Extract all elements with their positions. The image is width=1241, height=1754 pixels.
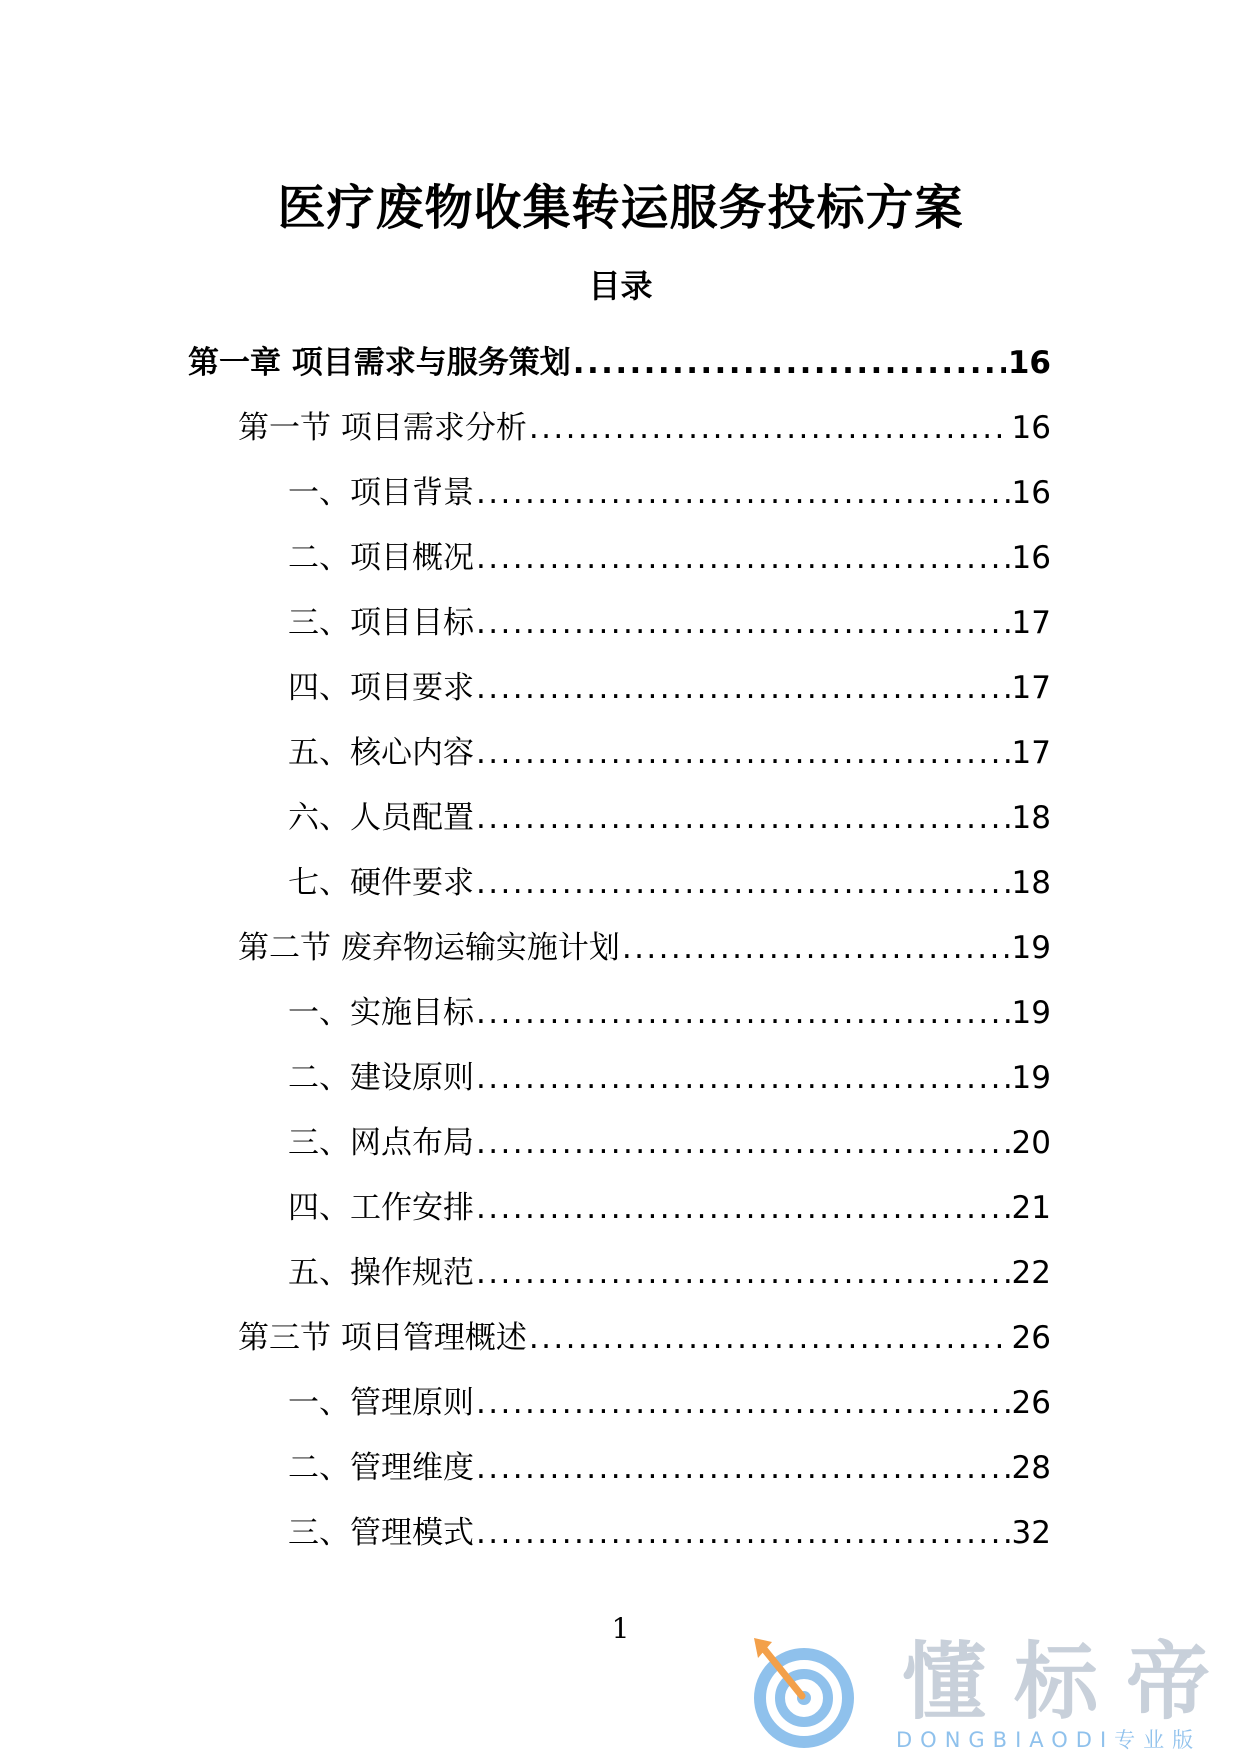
toc-entry-page: 22	[1011, 1254, 1051, 1291]
toc-entry[interactable]	[0, 850, 1241, 915]
toc-entry-page: 17	[1011, 604, 1051, 641]
toc-entry-text: 七、硬件要求	[288, 864, 474, 901]
toc-dot-leader	[476, 603, 1010, 643]
toc-dot-leader	[476, 1513, 1010, 1553]
toc-entry-page: 19	[1011, 929, 1051, 966]
toc-entry[interactable]	[0, 1045, 1241, 1110]
toc-entry-text: 第三节 项目管理概述	[238, 1319, 527, 1356]
toc-dot-leader	[476, 1058, 1010, 1098]
target-arrow-icon	[748, 1638, 860, 1750]
toc-entry-text: 三、管理模式	[288, 1514, 474, 1551]
toc-dot-leader	[573, 343, 1006, 383]
toc-entry[interactable]	[0, 720, 1241, 785]
watermark-brand: 懂标帝	[902, 1633, 1239, 1731]
toc-dot-leader	[476, 1448, 1010, 1488]
toc-entry[interactable]	[0, 1305, 1241, 1370]
toc-entry-page: 18	[1011, 799, 1051, 836]
toc-dot-leader	[476, 538, 1010, 578]
toc-entry-page: 16	[1011, 539, 1051, 576]
toc-entry-page: 26	[1011, 1319, 1051, 1356]
document-title: 医疗废物收集转运服务投标方案	[277, 180, 964, 236]
watermark-subtitle: DONGBIAODI专业版	[896, 1728, 1202, 1752]
toc-entry-page: 26	[1011, 1384, 1051, 1421]
toc-entry[interactable]	[0, 1110, 1241, 1175]
toc-entry-page: 19	[1011, 1059, 1051, 1096]
toc-entry-text: 一、管理原则	[288, 1384, 474, 1421]
toc-entry-text: 二、管理维度	[288, 1449, 474, 1486]
toc-entry-page: 16	[1011, 474, 1051, 511]
toc-entry-page: 19	[1011, 994, 1051, 1031]
toc-dot-leader	[476, 1123, 1010, 1163]
toc-entry[interactable]	[0, 460, 1241, 525]
toc-entry[interactable]	[0, 590, 1241, 655]
toc-entry-text: 三、网点布局	[288, 1124, 474, 1161]
toc-dot-leader	[529, 1318, 1010, 1358]
toc-entry-page: 21	[1011, 1189, 1051, 1226]
toc-entry-text: 第一章 项目需求与服务策划	[188, 344, 571, 381]
toc-entry-page: 20	[1011, 1124, 1051, 1161]
toc-dot-leader	[476, 733, 1010, 773]
toc-entry-text: 二、项目概况	[288, 539, 474, 576]
toc-entry-page: 16	[1007, 344, 1051, 381]
watermark	[740, 1630, 1240, 1754]
toc-entry[interactable]	[0, 785, 1241, 850]
toc-dot-leader	[476, 863, 1010, 903]
toc-entry-text: 三、项目目标	[288, 604, 474, 641]
toc-entry-text: 五、操作规范	[288, 1254, 474, 1291]
toc-entry[interactable]	[0, 1435, 1241, 1500]
toc-entry[interactable]	[0, 525, 1241, 590]
toc-entry-page: 17	[1011, 669, 1051, 706]
toc-dot-leader	[529, 408, 1010, 448]
toc-entry-page: 16	[1011, 409, 1051, 446]
toc-entry-page: 17	[1011, 734, 1051, 771]
toc-entry-text: 二、建设原则	[288, 1059, 474, 1096]
toc-entry-text: 五、核心内容	[288, 734, 474, 771]
toc-dot-leader	[476, 1188, 1010, 1228]
toc-entry[interactable]	[0, 655, 1241, 720]
toc-entry-text: 四、工作安排	[288, 1189, 474, 1226]
toc-entry[interactable]	[0, 1175, 1241, 1240]
toc-heading: 目录	[588, 267, 653, 305]
toc-entry-text: 四、项目要求	[288, 669, 474, 706]
toc-entry[interactable]	[0, 330, 1241, 395]
toc-entry-page: 18	[1011, 864, 1051, 901]
toc-dot-leader	[476, 1383, 1010, 1423]
toc-entry[interactable]	[0, 980, 1241, 1045]
toc-dot-leader	[622, 928, 1010, 968]
toc-entry[interactable]	[0, 1240, 1241, 1305]
toc-entry-text: 一、实施目标	[288, 994, 474, 1031]
toc-dot-leader	[476, 993, 1010, 1033]
toc-entry[interactable]	[0, 915, 1241, 980]
toc-entry[interactable]	[0, 395, 1241, 460]
toc-dot-leader	[476, 798, 1010, 838]
toc-entry-text: 第一节 项目需求分析	[238, 409, 527, 446]
toc-dot-leader	[476, 668, 1010, 708]
toc-dot-leader	[476, 473, 1010, 513]
toc-entry-text: 六、人员配置	[288, 799, 474, 836]
page-number: 1	[611, 1612, 630, 1645]
table-of-contents	[0, 330, 1241, 1565]
toc-entry-page: 32	[1011, 1514, 1051, 1551]
toc-entry[interactable]	[0, 1370, 1241, 1435]
toc-entry-text: 第二节 废弃物运输实施计划	[238, 929, 620, 966]
toc-dot-leader	[476, 1253, 1010, 1293]
toc-entry[interactable]	[0, 1500, 1241, 1565]
toc-entry-text: 一、项目背景	[288, 474, 474, 511]
toc-entry-page: 28	[1011, 1449, 1051, 1486]
